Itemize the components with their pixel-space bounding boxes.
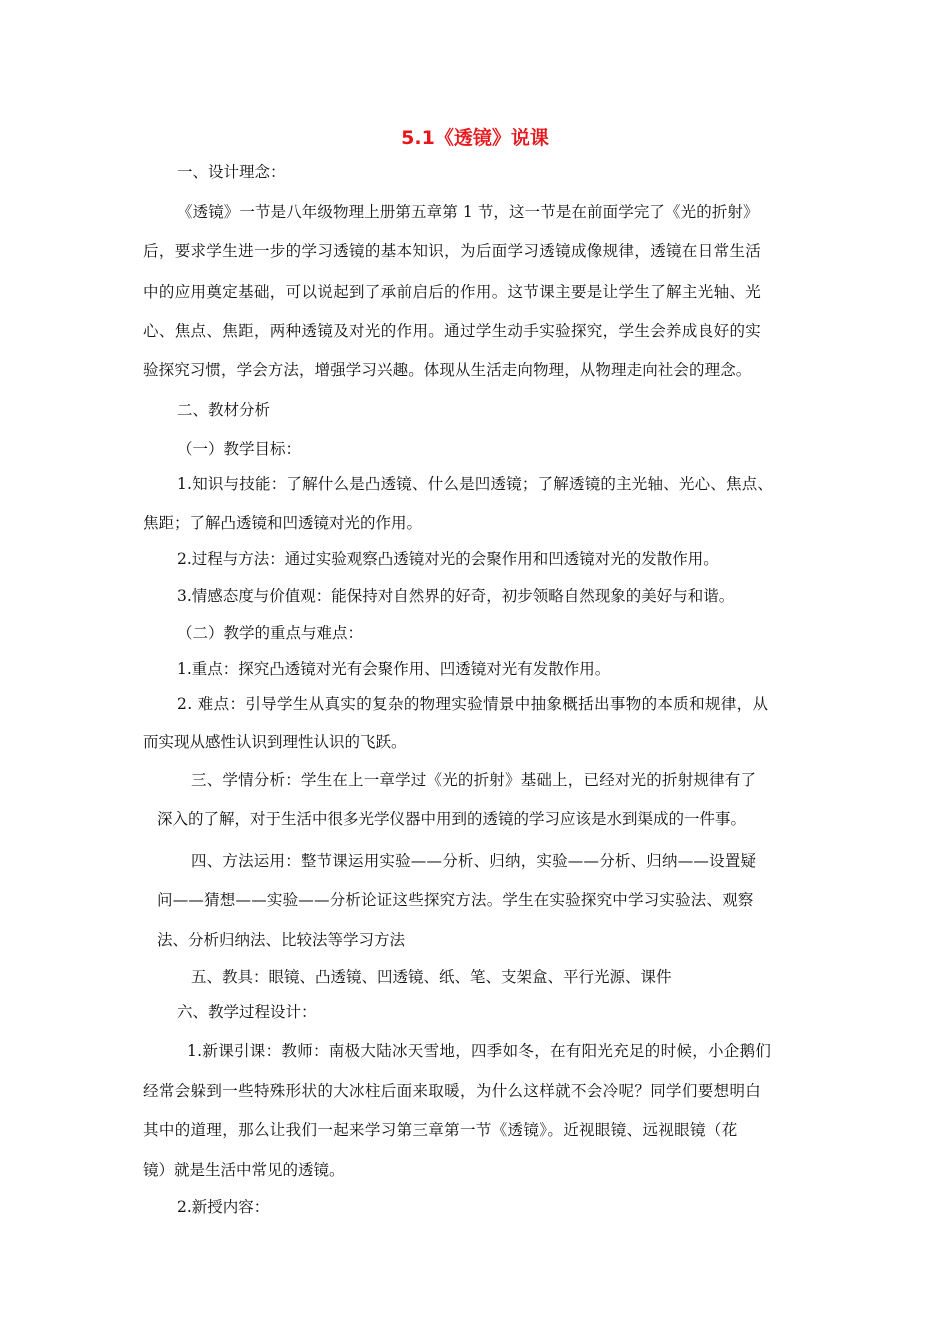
- goal-item: 3.情感态度与价值观：能保持对自然界的好奇，初步领略自然现象的美好与和谐。: [177, 587, 735, 605]
- paragraph-line: 深入的了解，对于生活中很多光学仪器中用到的透镜的学习应该是水到渠成的一件事。: [157, 810, 747, 828]
- heading-method: 四、方法运用：整节课运用实验——分析、归纳，实验——分析、归纳——设置疑: [191, 852, 757, 870]
- subheading-key-points: （二）教学的重点与难点：: [177, 624, 364, 642]
- heading-student-analysis: 三、学情分析：学生在上一章学过《光的折射》基础上，已经对光的折射规律有了: [191, 771, 757, 789]
- process-item: 1.新课引课：教师：南极大陆冰天雪地，四季如冬，在有阳光充足的时候，小企鹅们: [187, 1042, 772, 1060]
- goal-item: 2.过程与方法：通过实验观察凸透镜对光的会聚作用和凹透镜对光的发散作用。: [177, 550, 719, 568]
- paragraph-line: 后，要求学生进一步的学习透镜的基本知识，为后面学习透镜成像规律，透镜在日常生活: [143, 242, 762, 260]
- goal-item: 1.知识与技能：了解什么是凸透镜、什么是凹透镜；了解透镜的主光轴、光心、焦点、: [177, 475, 774, 493]
- paragraph-line: 法、分析归纳法、比较法等学习方法: [157, 931, 406, 949]
- subheading-teaching-goals: （一）教学目标：: [177, 440, 302, 458]
- paragraph-line: 经常会躲到一些特殊形状的大冰柱后面来取暖，为什么这样就不会冷呢？同学们要想明白: [143, 1082, 762, 1100]
- paragraph-line: 心、焦点、焦距，两种透镜及对光的作用。通过学生动手实验探究，学生会养成良好的实: [143, 322, 762, 340]
- paragraph-line: 问——猜想——实验——分析论证这些探究方法。学生在实验探究中学习实验法、观察: [157, 891, 754, 909]
- process-item: 2.新授内容：: [177, 1198, 270, 1216]
- paragraph-line: 其中的道理，那么让我们一起来学习第三章第一节《透镜》。近视眼镜、远视眼镜（花: [143, 1121, 738, 1139]
- heading-teaching-process: 六、教学过程设计：: [177, 1003, 317, 1021]
- heading-design-concept: 一、设计理念：: [177, 163, 286, 181]
- heading-material-analysis: 二、教材分析: [177, 401, 271, 419]
- paragraph-line: 《透镜》一节是八年级物理上册第五章第 1 节，这一节是在前面学完了《光的折射》: [177, 203, 759, 221]
- document-title: 5.1《透镜》说课: [401, 127, 549, 149]
- key-point-item: 1.重点：探究凸透镜对光有会聚作用、凹透镜对光有发散作用。: [177, 660, 611, 678]
- goal-item-continued: 焦距；了解凸透镜和凹透镜对光的作用。: [143, 514, 423, 532]
- difficulty-item-continued: 而实现从感性认识到理性认识的飞跃。: [143, 733, 407, 751]
- paragraph-line: 验探究习惯，学会方法，增强学习兴趣。体现从生活走向物理，从物理走向社会的理念。: [143, 361, 752, 379]
- paragraph-line: 镜）就是生活中常见的透镜。: [143, 1161, 345, 1179]
- heading-teaching-aids: 五、教具：眼镜、凸透镜、凹透镜、纸、笔、支架盒、平行光源、课件: [191, 968, 672, 986]
- paragraph-line: 中的应用奠定基础，可以说起到了承前启后的作用。这节课主要是让学生了解主光轴、光: [143, 283, 762, 301]
- difficulty-item: 2. 难点：引导学生从真实的复杂的物理实验情景中抽象概括出事物的本质和规律，从: [177, 695, 769, 713]
